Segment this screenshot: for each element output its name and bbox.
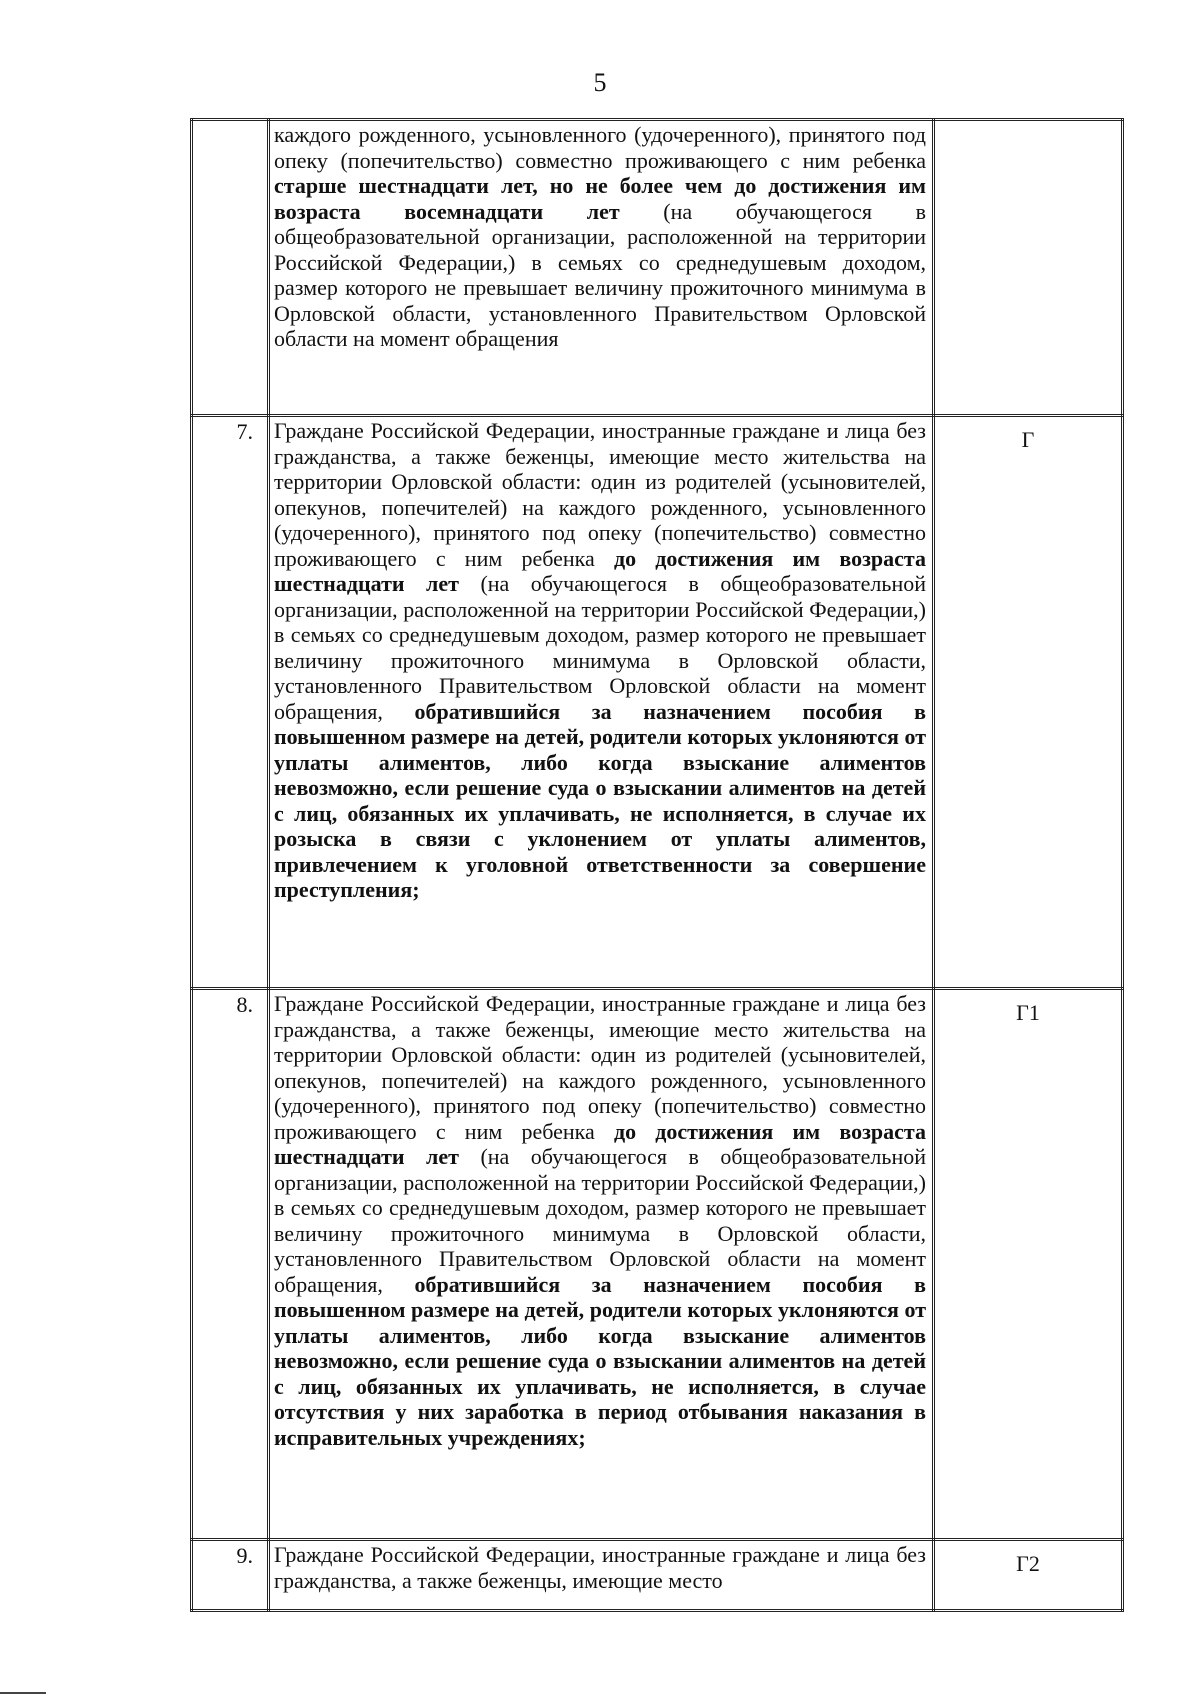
row-description [269,120,934,416]
text-segment-bold: старше шестнадцати лет, но не более чем до достижения им возраста восемнадцати лет [274,173,926,224]
row-description [269,989,934,1540]
table-row [192,120,1123,416]
text-segment: Граждане Российской Федерации, иностранные граждане и лица без гражданства, а также беженцы, имеющие место жительства на территории Орловской области: один из родителей (усыновителей, опекунов, попечителей) на каждого рожденного, усыновленного (удочеренного), принятого под опеку (попечительство) совместно проживающего с ним ребенка [274,991,926,1144]
row-number: 8. [192,989,269,1540]
text-segment-bold: обратившийся за назначением пособия в повышенном размере на детей, родители которых уклоняются от уплаты алиментов, либо когда взыскание алиментов невозможно, если решение суда о взыскании алиментов на детей с лиц, обязанных их уплачивать, не исполняется, в случае отсутствия у них заработка в период отбывания наказания в исправительных учреждениях; [274,1271,926,1450]
text-segment: (на обучающегося в общеобразовательной организации, расположенной на территории Российской Федерации,) в семьях со среднедушевым доходом, размер которого не превышает величину прожиточного минимума в Орловской области, установленного Правительством Орловской области на момент обращения [274,198,926,351]
text-segment-bold: обратившийся за назначением пособия в повышенном размере на детей, родители которых уклоняются от уплаты алиментов, либо когда взыскание алиментов невозможно, если решение суда о взыскании алиментов на детей с лиц, обязанных их уплачивать, не исполняется, в случае их розыска в связи с уклонением от уплаты алиментов, привлечением к уголовной ответственности за совершение преступления; [274,698,926,902]
scan-edge-mark [0,1692,46,1694]
text-segment-bold: до достижения им возраста шестнадцати лет [274,1118,926,1169]
row-category-code [934,120,1123,416]
row-description [269,416,934,989]
row-description [269,1540,934,1611]
page-number: 5 [593,68,607,97]
text-segment: каждого рожденного, усыновленного (удочеренного), принятого под опеку (попечительство) совместно проживающего с ним ребенка [274,122,926,173]
text-segment: (на обучающегося в общеобразовательной организации, расположенной на территории Российской Федерации,) в семьях со среднедушевым доходом, размер которого не превышает величину прожиточного минимума в Орловской области, установленного Правительством Орловской области на момент обращения, [274,571,926,724]
table-row [192,1540,1123,1611]
row-number: 9. [192,1540,269,1611]
row-number [192,120,269,416]
table-row [192,989,1123,1540]
row-category-code: Г [934,416,1123,989]
text-segment-bold: до достижения им возраста шестнадцати лет [274,545,926,596]
row-number: 7. [192,416,269,989]
text-segment: (на обучающегося в общеобразовательной организации, расположенной на территории Российской Федерации,) в семьях со среднедушевым доходом, размер которого не превышает величину прожиточного минимума в Орловской области, установленного Правительством Орловской области на момент обращения, [274,1144,926,1297]
text-segment: Граждане Российской Федерации, иностранные граждане и лица без гражданства, а также беженцы, имеющие место жительства на территории Орловской области: один из родителей (усыновителей, опекунов, попечителей) на каждого рожденного, усыновленного (удочеренного), принятого под опеку (попечительство) совместно проживающего с ним ребенка [274,418,926,571]
text-segment: Граждане Российской Федерации, иностранные граждане и лица без гражданства, а также беженцы, имеющие место [274,1542,926,1593]
table-row [192,416,1123,989]
benefit-categories-table [190,118,1124,1612]
row-category-code: Г2 [934,1540,1123,1611]
row-category-code: Г1 [934,989,1123,1540]
